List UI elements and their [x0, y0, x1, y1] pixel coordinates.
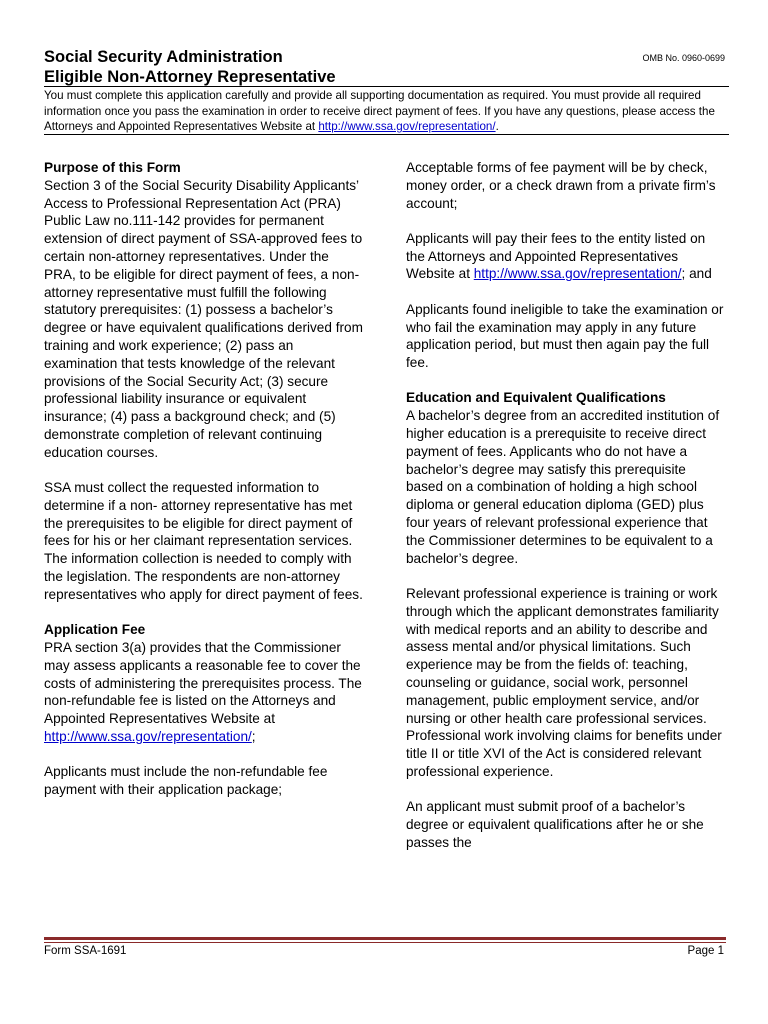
- page-number: Page 1: [687, 945, 724, 957]
- fee-paragraph-2: Applicants must include the non-refundable fee payment with their application package;: [44, 764, 328, 797]
- footer-rule-thin: [44, 942, 726, 943]
- left-column: [44, 159, 364, 816]
- intro-representation-link[interactable]: http://www.ssa.gov/representation/: [318, 120, 496, 133]
- pay-entity-representation-link[interactable]: http://www.ssa.gov/representation/: [473, 266, 682, 282]
- purpose-heading: Purpose of this Form: [44, 160, 181, 175]
- pay-entity-text: Applicants will pay their fees to the entity listed on the Attorneys and Appointed Representatives Website at: [406, 230, 706, 282]
- fee-paragraph-1-text: PRA section 3(a) provides that the Commissioner may assess applicants a reasonable fee to cover the costs of administering the prerequisites process. The non-refundable fee is listed on the Attorneys and Appointed Representatives Website at: [44, 639, 362, 727]
- omb-number: OMB No. 0960-0699: [642, 53, 725, 63]
- fee-paragraph-1-end: ;: [251, 728, 256, 744]
- agency-title: Social Security Administration: [44, 48, 283, 66]
- purpose-paragraph-1: Section 3 of the Social Security Disability Applicants’ Access to Professional Representation Act (PRA) Public Law no.111-142 provides for permanent extension of direct payment of SSA-approved fees to certain non-attorney representatives. Under the PRA, to be eligible for direct payment of fees, a non-attorney representative must fulfill the following statutory prerequisites: (1) possess a bachelor’s degree or have equivalent qualifications derived from training and work experience; (2) pass an examination that tests knowledge of the relevant provisions of the Social Security Act; (3) secure professional liability insurance or equivalent insurance; (4) pass a background check; and (5) demonstrate completion of relevant continuing education courses.: [44, 177, 363, 460]
- footer-rule-thick: [44, 937, 726, 940]
- education-paragraph-2: Relevant professional experience is training or work through which the applicant demonstrates familiarity with medical reports and an ability to describe and assess mental and/or physical limitations. Such experience may be from the fields of: teaching, counseling or guidance, social work, personnel management, public employment service, and/or nursing or other health care professional services. Professional work involving claims for benefits under title II or title XVI of the Act is considered relevant professional experience.: [406, 585, 722, 779]
- right-column: [406, 159, 726, 869]
- intro-rule: [44, 134, 729, 135]
- pay-entity-paragraph: [406, 230, 726, 283]
- intro-text: [44, 88, 727, 135]
- payment-forms-paragraph: Acceptable forms of fee payment will be by check, money order, or a check drawn from a private firm’s account;: [406, 160, 716, 211]
- fee-representation-link[interactable]: http://www.ssa.gov/representation/: [44, 728, 252, 744]
- header-rule: [44, 86, 729, 87]
- purpose-paragraph-2: SSA must collect the requested information to determine if a non- attorney representative has met the prerequisites to be eligible for direct payment of fees for his or her claimant representation services. The information collection is needed to comply with the legislation. The respondents are non-attorney representatives who apply for direct payment of fees.: [44, 480, 363, 602]
- fee-paragraph-1: [44, 639, 364, 746]
- intro-text-body: You must complete this application carefully and provide all supporting documentation as required. You must provide all required information once you pass the examination in order to receive direct payment of fees. If you have any questions, please access the Attorneys and Appointed Representatives Website at: [44, 89, 715, 133]
- pay-entity-end: ; and: [681, 266, 712, 282]
- document-header: [44, 47, 727, 87]
- education-paragraph-1: A bachelor’s degree from an accredited institution of higher education is a prerequisite to receive direct payment of fees. Applicants who do not have a bachelor’s degree may satisfy this prerequisite based on a combination of holding a high school diploma or general education diploma (GED) plus four years of relevant professional experience that the Commissioner determines to be equivalent to a bachelor’s degree.: [406, 408, 720, 566]
- form-number: Form SSA-1691: [44, 945, 127, 957]
- ineligible-paragraph: Applicants found ineligible to take the examination or who fail the examination may apply in any future application period, but must then again pay the full fee.: [406, 301, 724, 371]
- education-paragraph-3: An applicant must submit proof of a bachelor’s degree or equivalent qualifications after he or she passes the: [406, 799, 704, 850]
- fee-heading: Application Fee: [44, 622, 146, 638]
- education-heading: Education and Equivalent Qualifications: [406, 390, 666, 406]
- form-title: Eligible Non-Attorney Representative: [44, 68, 336, 86]
- intro-text-end: .: [495, 120, 499, 133]
